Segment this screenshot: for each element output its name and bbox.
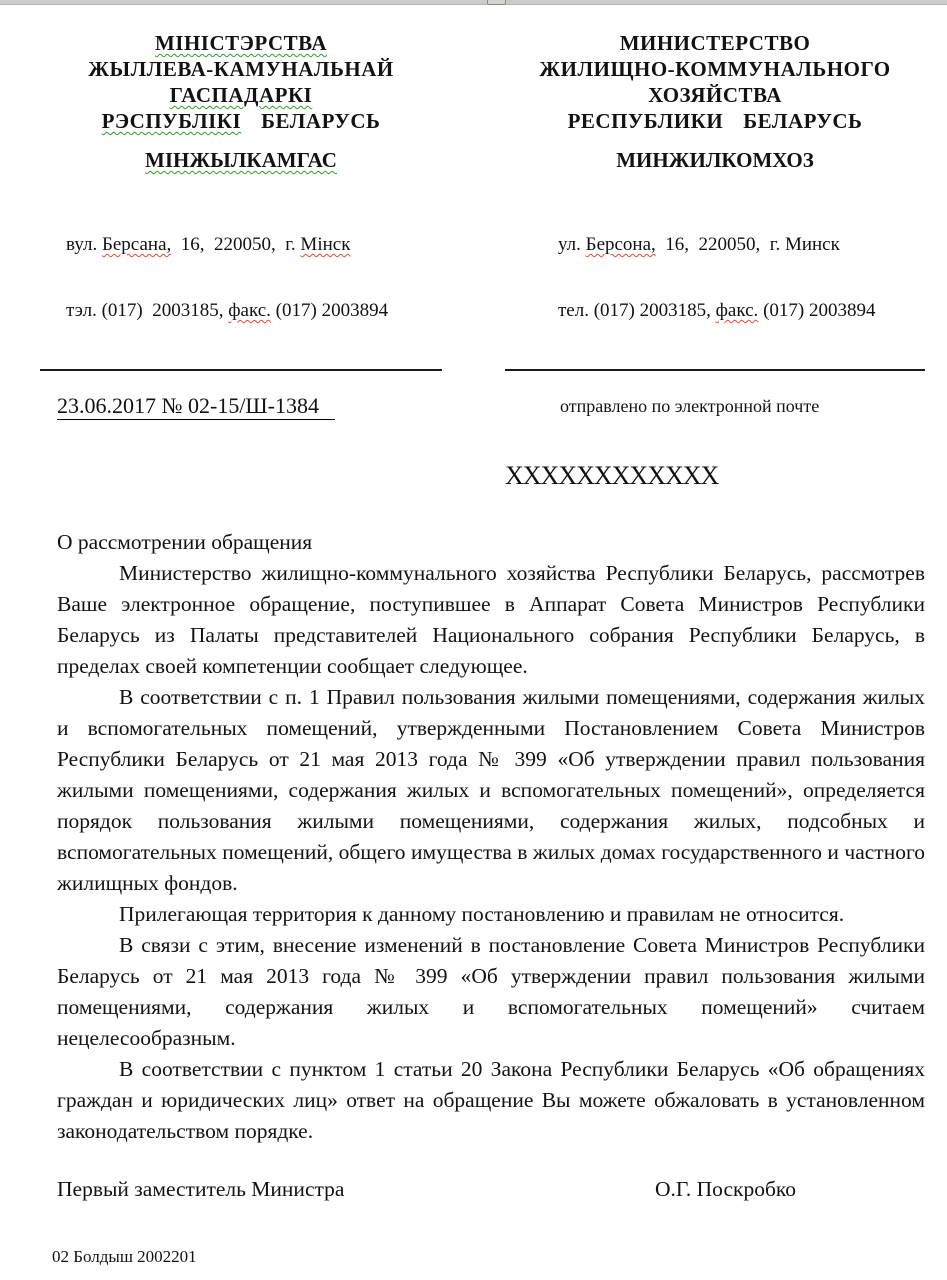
address-line: ул. Берсона, 16, 220050, г. Минск <box>558 234 840 255</box>
org-address-russian <box>505 190 925 366</box>
body-paragraph: Министерство жилищно-коммунального хозяйства Республики Беларусь, рассмотрев Ваше электронное обращение, поступившее в Аппарат Совета Министров Республики Беларусь из Палаты представителей Национального собрания Республики Беларусь, в пределах своей компетенции сообщает следующее. <box>57 561 925 678</box>
address-line: тэл. (017) 2003185, факс. (017) 2003894 <box>66 300 389 321</box>
letter-page <box>0 5 947 1267</box>
executor-note: 02 Болдыш 2002201 <box>52 1247 197 1266</box>
org-line: ЖИЛИЩНО-КОММУНАЛЬНОГО <box>539 57 891 81</box>
address-line: тел. (017) 2003185, факс. (017) 2003894 <box>558 300 876 321</box>
subject-line: О рассмотрении обращения <box>57 530 313 554</box>
split-handle[interactable] <box>487 0 506 5</box>
org-name-russian <box>505 30 925 134</box>
signature-row <box>40 1177 925 1205</box>
org-line: РЭСПУБЛІКІ БЕЛАРУСЬ <box>101 109 381 133</box>
org-line: МИНИСТЕРСТВО <box>619 31 811 55</box>
body-paragraph: Прилегающая территория к данному постановлению и правилам не относится. <box>119 902 845 926</box>
body-paragraph: В связи с этим, внесение изменений в постановление Совета Министров Республики Беларусь от 21 мая 2013 года № 399 «Об утверждении правил пользования жилыми помещениями, содержания жилых и вспомогательных помещений» считаем нецелесообразным. <box>57 933 925 1050</box>
letter-body <box>40 527 925 1147</box>
org-name-belarusian <box>40 30 442 134</box>
address-line: вул. Берсана, 16, 220050, г. Мінск <box>66 234 351 255</box>
body-paragraph: В соответствии с пунктом 1 статьи 20 Закона Республики Беларусь «Об обращениях граждан и юридических лиц» ответ на обращение Вы можете обжаловать в установленном законодательством порядке. <box>57 1057 925 1143</box>
signer-position: Первый заместитель Министра <box>57 1177 345 1201</box>
org-line: РЕСПУБЛИКИ БЕЛАРУСЬ <box>567 109 863 133</box>
delivery-note: отправлено по электронной почте <box>560 396 820 416</box>
org-abbrev-russian: МИНЖИЛКОМХОЗ <box>616 148 814 172</box>
reference-number: 23.06.2017 № 02-15/Ш-1384 <box>57 393 335 420</box>
org-address-belarusian <box>40 190 442 366</box>
org-line: ХОЗЯЙСТВА <box>648 83 782 107</box>
addressee-redacted: ХХХХХХХХХХХХ <box>505 461 719 490</box>
reference-row <box>40 393 925 423</box>
letterhead-left-column <box>40 30 442 371</box>
signer-name: О.Г. Поскробко <box>655 1177 796 1201</box>
org-abbrev-belarusian: МІНЖЫЛКАМГАС <box>145 148 337 172</box>
window-chrome-strip <box>0 0 947 5</box>
org-line: ГАСПАДАРКІ <box>169 83 313 107</box>
org-line: МІНІСТЭРСТВА <box>154 31 328 55</box>
letterhead-right-column <box>505 30 925 371</box>
body-paragraph: В соответствии с п. 1 Правил пользования жилыми помещениями, содержания жилых и вспомогательных помещений, утвержденными Постановлением Совета Министров Республики Беларусь от 21 мая 2013 года № 399 «Об утверждении правил пользования жилыми помещениями, содержания жилых и вспомогательных помещений», определяется порядок пользования жилыми помещениями, содержания жилых, подсобных и вспомогательных помещений, общего имущества в жилых домах государственного и частного жилищных фондов. <box>57 685 925 895</box>
letterhead <box>40 30 925 371</box>
org-line: ЖЫЛЛЕВА-КАМУНАЛЬНАЙ <box>88 57 394 81</box>
